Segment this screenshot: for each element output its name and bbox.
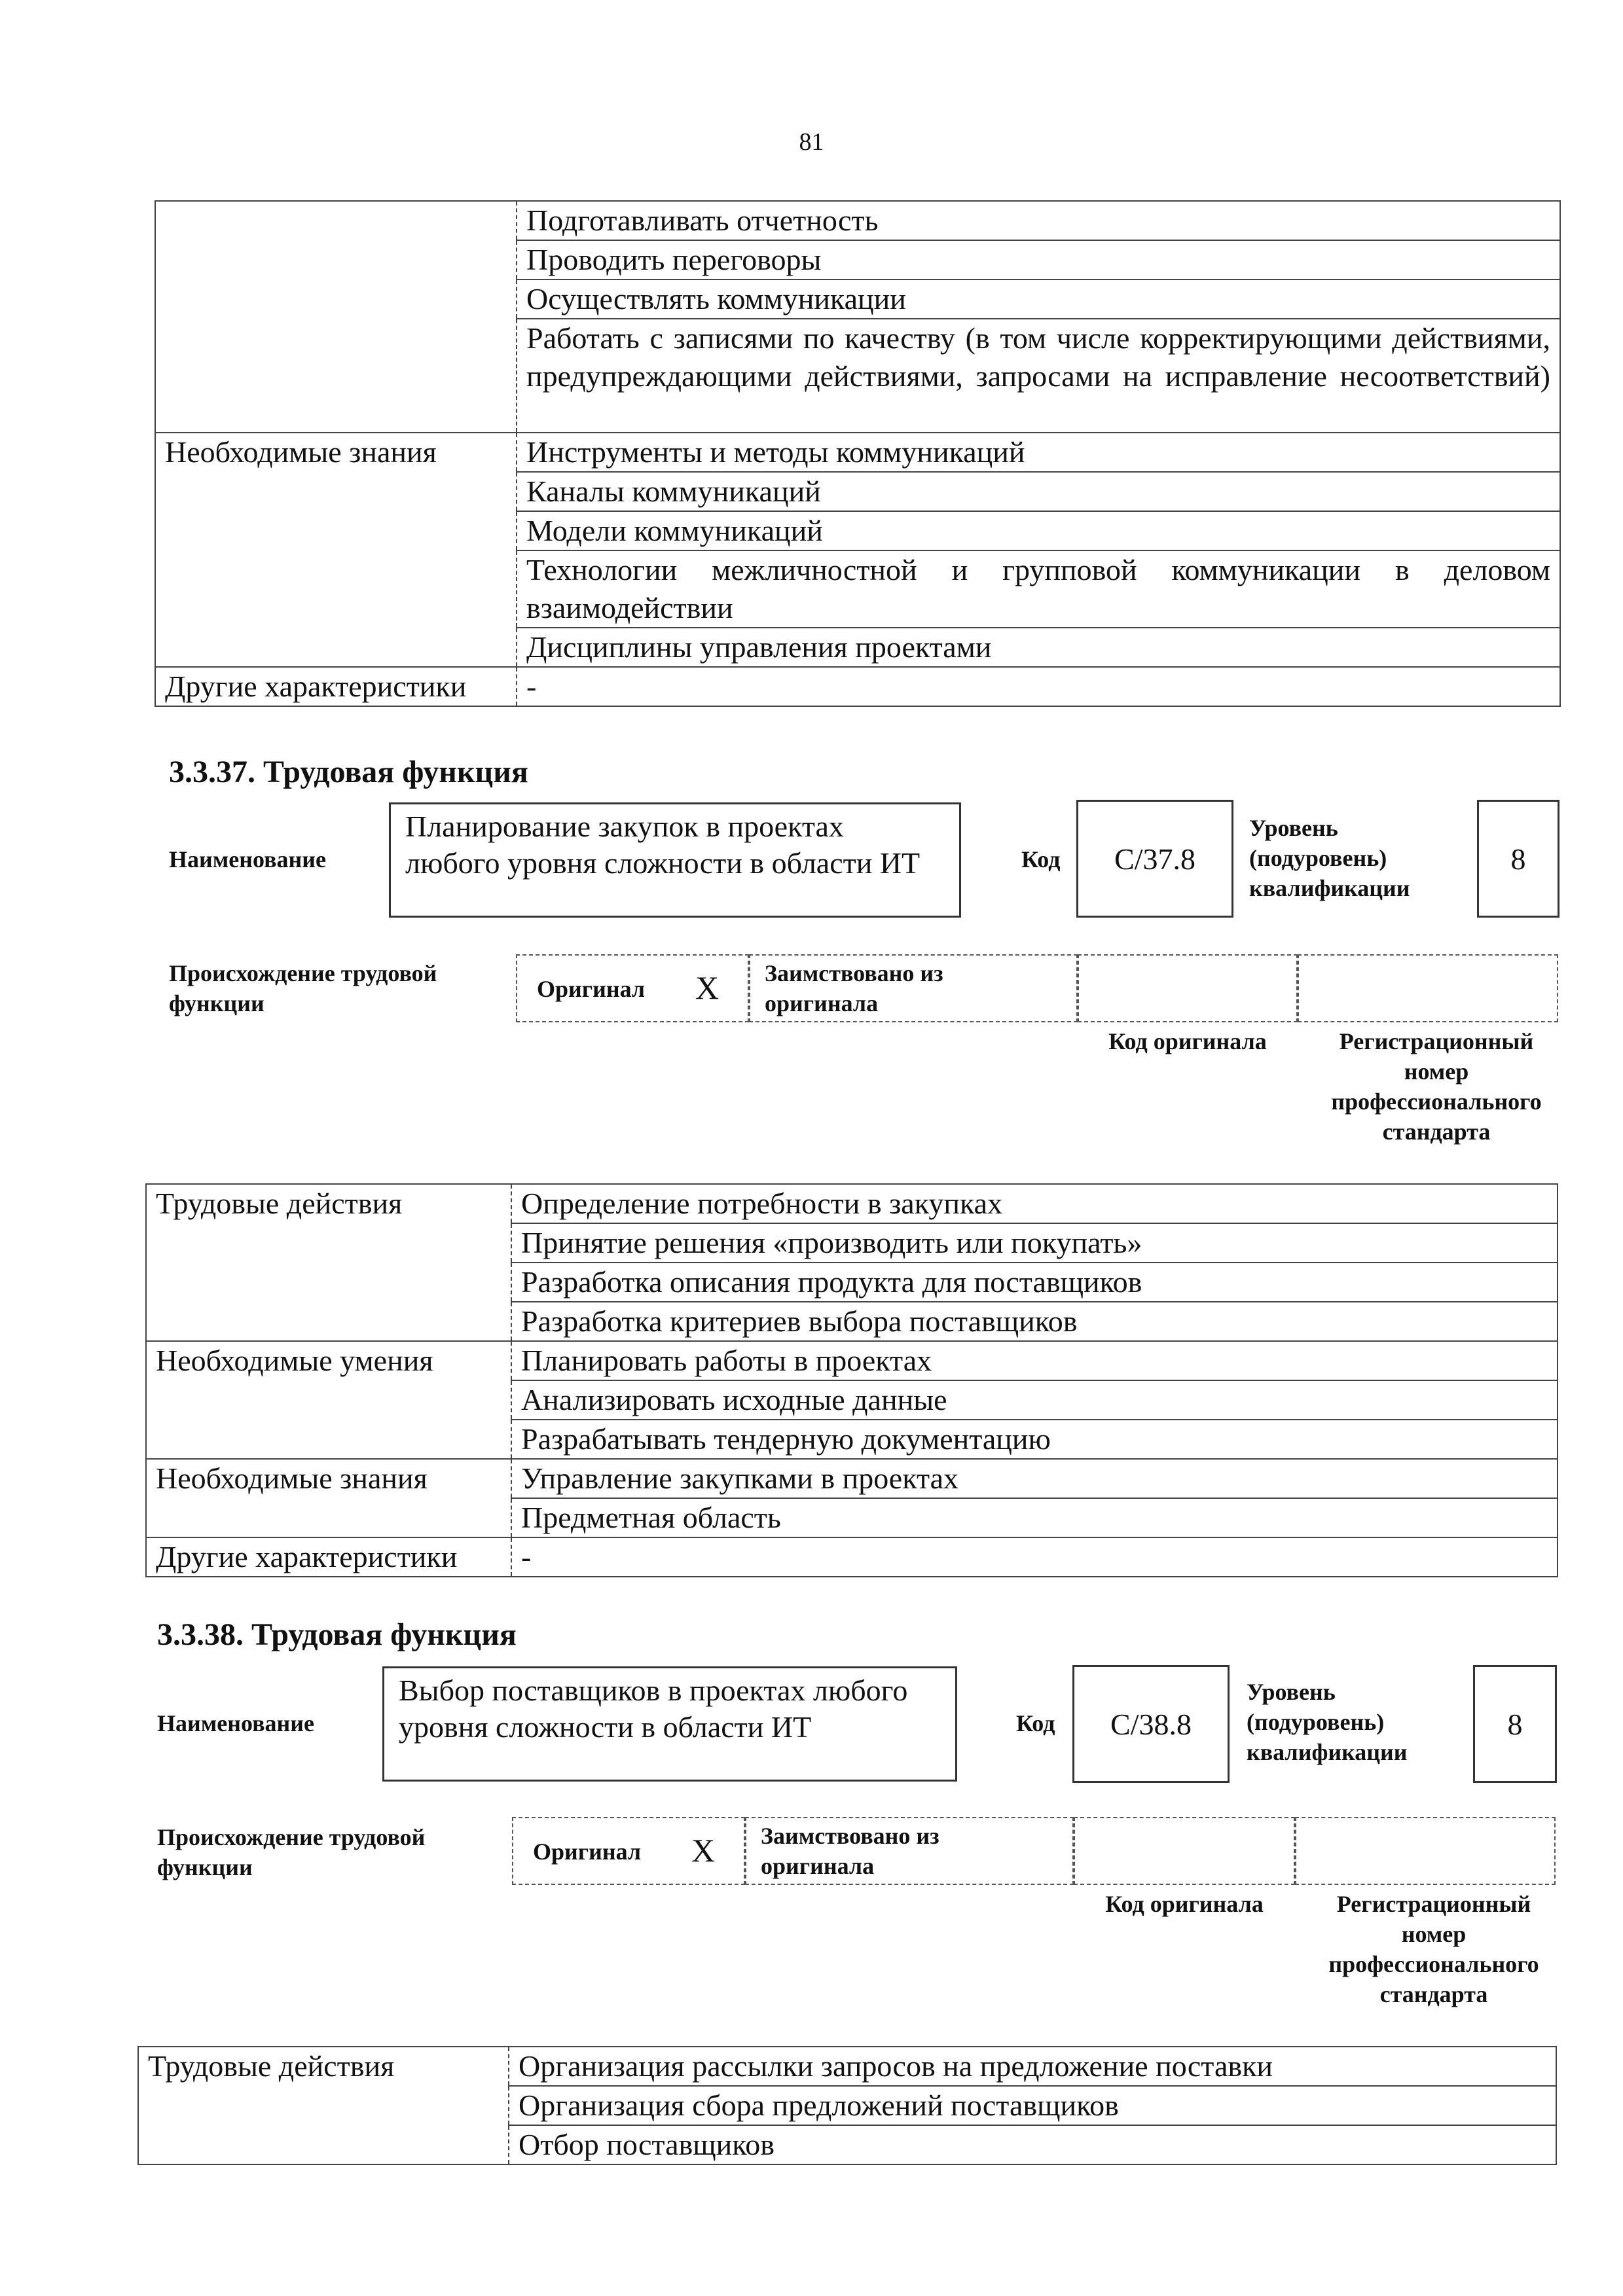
origin-code-cell	[1078, 954, 1298, 1022]
original-mark: X	[695, 969, 720, 1006]
table-item: Организация рассылки запросов на предложение поставки	[509, 2047, 1556, 2086]
category-cell: Другие характеристики	[146, 1537, 511, 1577]
orig-code-caption: Код оригинала	[1108, 1028, 1267, 1054]
table-item: Каналы коммуникаций	[517, 472, 1560, 511]
section-title: 3.3.37. Трудовая функция	[169, 755, 528, 789]
function-code-box: С/37.8	[1076, 800, 1233, 918]
category-cell: Трудовые действия	[146, 1184, 511, 1341]
function-name-box: Планирование закупок в проектах любого уровня сложности в области ИТ	[389, 802, 961, 918]
table-item: Разработка критериев выбора поставщиков	[511, 1302, 1558, 1341]
table-item: Осуществлять коммуникации	[517, 279, 1560, 319]
borrowed-label: Заимствовано из оригинала	[765, 960, 943, 1016]
continuation-table	[155, 200, 1561, 707]
table-item: Организация сбора предложений поставщиков	[509, 2086, 1556, 2125]
table-item: Технологии межличностной и групповой коммуникации в деловом взаимодействии	[517, 550, 1560, 628]
level-box: 8	[1473, 1665, 1557, 1783]
table-item: -	[511, 1537, 1558, 1577]
table-item: Анализировать исходные данные	[511, 1380, 1558, 1420]
code-label: Код	[1021, 846, 1061, 872]
orig-code-caption: Код оригинала	[1105, 1891, 1264, 1917]
level-label: Уровень (подуровень) квалификации	[1247, 1679, 1408, 1765]
section-title: 3.3.38. Трудовая функция	[157, 1617, 517, 1652]
origin-borrowed-cell	[749, 954, 1078, 1022]
table-item: Модели коммуникаций	[517, 511, 1560, 550]
name-label: Наименование	[169, 846, 326, 872]
origin-original-cell	[512, 1817, 745, 1885]
table-item: Определение потребности в закупках	[511, 1184, 1558, 1223]
origin-regnum-cell	[1295, 1817, 1556, 1885]
table-item: Планировать работы в проектах	[511, 1341, 1558, 1380]
category-cell: Необходимые знания	[155, 433, 517, 667]
category-cell: Необходимые умения	[146, 1341, 511, 1459]
code-label: Код	[1016, 1710, 1055, 1736]
table-item: Подготавливать отчетность	[517, 201, 1560, 240]
section-37-table	[145, 1183, 1558, 1577]
original-label: Оригинал	[537, 976, 646, 1002]
reg-number-caption: Регистрационный номер профессионального стандарта	[1328, 1891, 1539, 2007]
table-item: Разрабатывать тендерную документацию	[511, 1420, 1558, 1459]
table-item: Дисциплины управления проектами	[517, 628, 1560, 667]
category-cell: Другие характеристики	[155, 667, 517, 706]
category-cell	[155, 201, 517, 433]
origin-code-cell	[1074, 1817, 1295, 1885]
category-cell: Необходимые знания	[146, 1459, 511, 1537]
origin-borrowed-cell	[745, 1817, 1074, 1885]
name-label: Наименование	[157, 1710, 314, 1736]
function-name-box: Выбор поставщиков в проектах любого уровня сложности в области ИТ	[382, 1666, 957, 1782]
table-item: Предметная область	[511, 1498, 1558, 1537]
table-item: Работать с записями по качеству (в том числе корректирующими действиями, предупреждающими действиями, запросами на исправление несоответствий)	[517, 319, 1560, 433]
section-38-table	[137, 2046, 1557, 2165]
table-item: Проводить переговоры	[517, 240, 1560, 279]
origin-original-cell	[516, 954, 749, 1022]
page-number: 81	[799, 128, 824, 156]
table-item: Отбор поставщиков	[509, 2125, 1556, 2164]
category-cell: Трудовые действия	[138, 2047, 509, 2164]
origin-label: Происхождение трудовой функции	[157, 1824, 426, 1880]
table-item: Управление закупками в проектах	[511, 1459, 1558, 1498]
table-item: -	[517, 667, 1560, 706]
origin-label: Происхождение трудовой функции	[169, 960, 437, 1016]
level-label: Уровень (подуровень) квалификации	[1249, 815, 1410, 901]
original-label: Оригинал	[533, 1839, 642, 1865]
level-box: 8	[1477, 800, 1559, 918]
original-mark: X	[691, 1832, 716, 1869]
function-code-box: С/38.8	[1072, 1665, 1230, 1783]
table-item: Принятие решения «производить или покупать»	[511, 1223, 1558, 1263]
reg-number-caption: Регистрационный номер профессионального стандарта	[1331, 1028, 1542, 1145]
borrowed-label: Заимствовано из оригинала	[761, 1823, 939, 1879]
table-item: Разработка описания продукта для поставщиков	[511, 1263, 1558, 1302]
table-item: Инструменты и методы коммуникаций	[517, 433, 1560, 472]
origin-regnum-cell	[1298, 954, 1558, 1022]
